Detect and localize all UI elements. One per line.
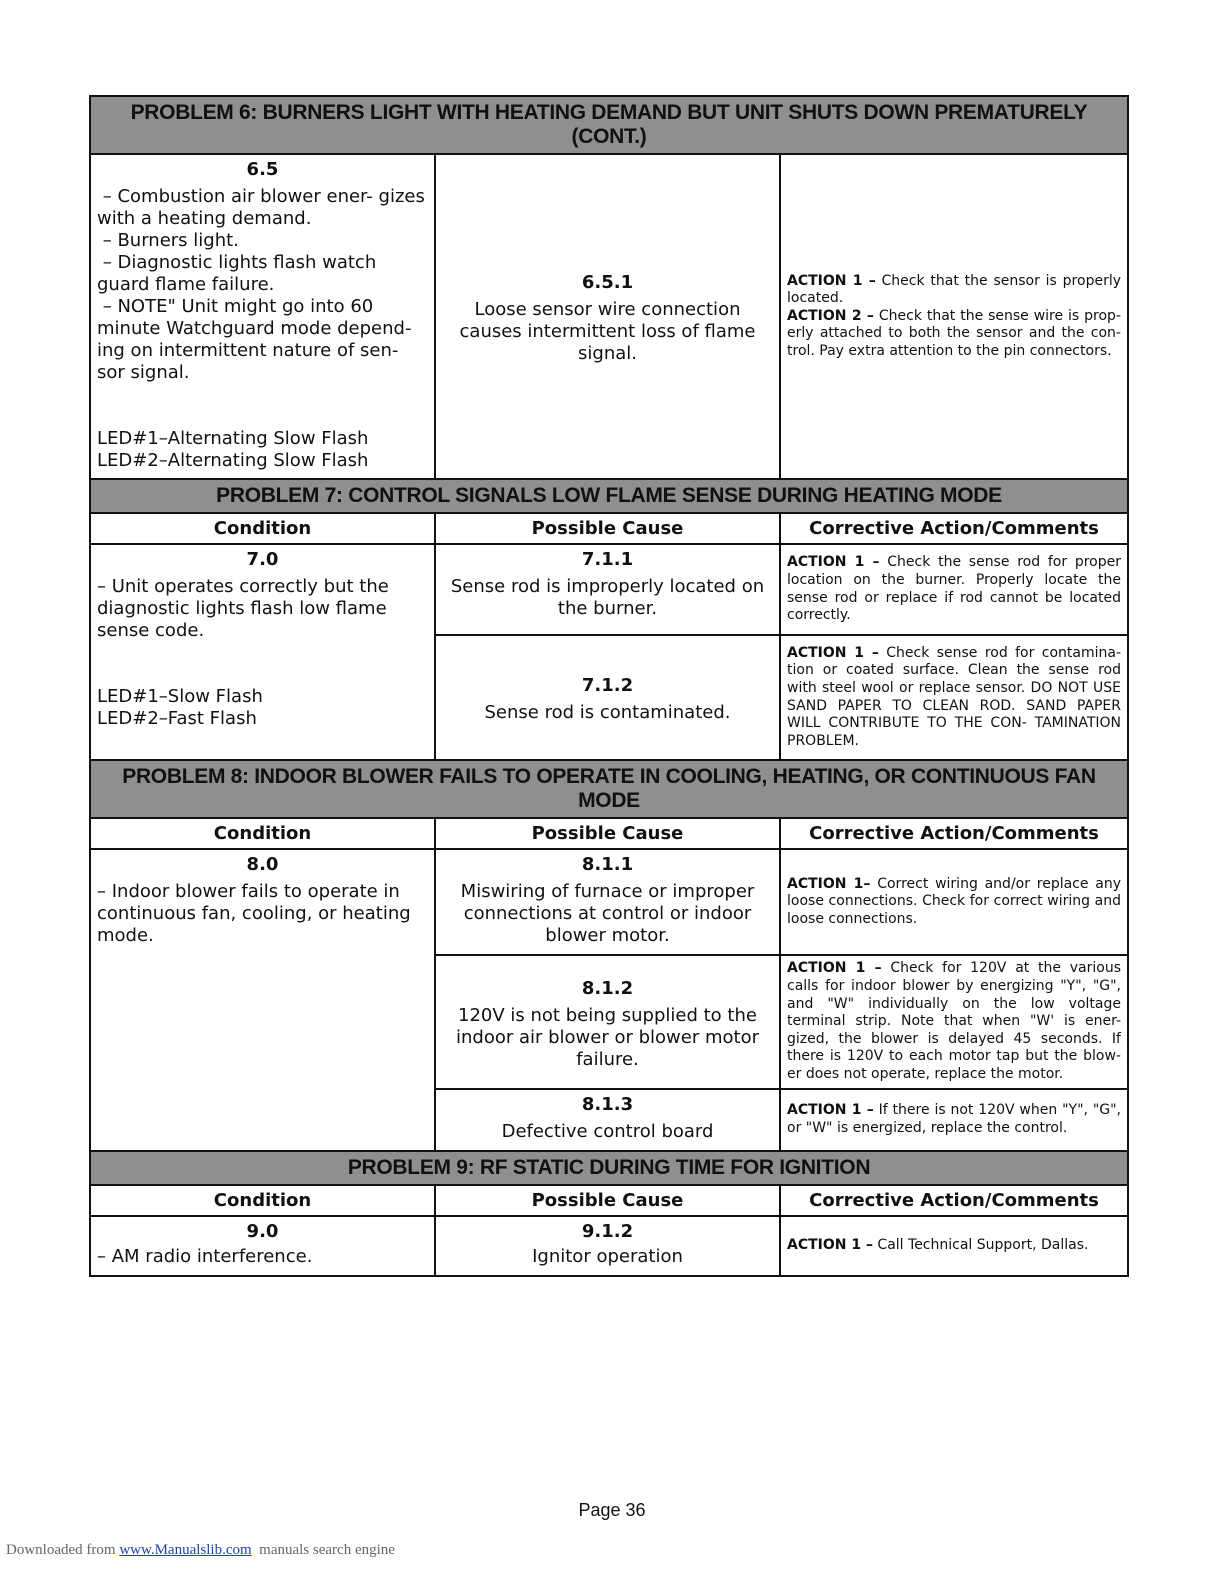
column-header-condition: Condition (90, 513, 435, 544)
condition-number: 6.5 (246, 159, 279, 180)
column-header-action: Corrective Action/Comments (780, 818, 1128, 849)
action-label: ACTION 1 – (787, 1102, 874, 1119)
led1-code: LED#1–Slow Flash (97, 686, 263, 707)
action-label: ACTION 1 – (787, 272, 876, 289)
condition-number: 8.0 (246, 854, 279, 875)
action-cell-8-1-2 (780, 955, 1128, 1089)
condition-line: – Diagnostic lights flash watch guard flame failure. (97, 252, 382, 295)
condition-cell-9-0 (90, 1216, 435, 1276)
action-body: Call Technical Support, Dallas. (872, 1237, 1089, 1254)
column-header-cause: Possible Cause (435, 1185, 780, 1216)
condition-text (91, 180, 434, 384)
action-cell-6-5-1 (780, 154, 1128, 479)
cause-cell-8-1-3 (435, 1089, 780, 1151)
footer-suffix: manuals search engine (251, 1542, 395, 1558)
led2-code: LED#2–Alternating Slow Flash (97, 450, 369, 471)
condition-cell-7-0 (90, 544, 435, 760)
cause-text: Sense rod is contaminated. (484, 702, 731, 723)
column-header-condition: Condition (90, 1185, 435, 1216)
condition-number: 9.0 (246, 1221, 279, 1242)
download-footer (6, 1542, 395, 1559)
action-label: ACTION 1 – (787, 960, 882, 977)
cause-text: Sense rod is improperly located on the burner. (450, 576, 765, 619)
column-header-condition: Condition (90, 818, 435, 849)
action-text (781, 271, 1127, 363)
action-label: ACTION 1 – (787, 554, 880, 571)
action-cell-7-1-2 (780, 635, 1128, 760)
condition-text: – Indoor blower fails to operate in continuous fan, cooling, or heating mode. (97, 881, 411, 946)
action-text (781, 1100, 1127, 1139)
action-cell-8-1-1 (780, 849, 1128, 955)
manualslib-link[interactable]: www.Manualslib.com (119, 1542, 252, 1558)
condition-text: – Unit operates correctly but the diagnostic lights flash low flame sense code. (97, 576, 389, 641)
action-label: ACTION 2 – (787, 307, 874, 324)
cause-cell-7-1-2 (435, 635, 780, 760)
condition-number: 7.0 (246, 549, 279, 570)
condition-cell-6-5 (90, 154, 435, 479)
column-header-action: Corrective Action/Comments (780, 1185, 1128, 1216)
cause-text: Loose sensor wire connection causes intermittent loss of flame signal. (459, 299, 756, 364)
action-text (781, 874, 1127, 931)
column-header-cause: Possible Cause (435, 818, 780, 849)
cause-cell-8-1-1 (435, 849, 780, 955)
condition-line: – NOTE" Unit might go into 60 minute Watchguard mode depend- ing on intermittent nature of sen- sor signal. (97, 296, 418, 383)
cause-number: 6.5.1 (581, 272, 634, 293)
cause-text: 120V is not being supplied to the indoor air blower or blower motor failure. (455, 1004, 759, 1070)
column-header-action: Corrective Action/Comments (780, 513, 1128, 544)
action-body: Check the sense rod for proper location on the burner. Properly locate the sense rod or replace if rod cannot be located correctly. (787, 554, 1121, 624)
cause-number: 8.1.1 (581, 854, 634, 875)
action-text (781, 1235, 1127, 1257)
action-body: Check that the sensor is properly located. (787, 272, 1121, 307)
problem-9-title: PROBLEM 9: RF STATIC DURING TIME FOR IGNITION (90, 1151, 1128, 1185)
cause-text: Ignitor operation (532, 1246, 683, 1267)
cause-text: Defective control board (501, 1121, 714, 1142)
led-codes (91, 428, 434, 476)
action-cell-8-1-3 (780, 1089, 1128, 1151)
action-cell-9-1-2 (780, 1216, 1128, 1276)
cause-number: 8.1.2 (581, 977, 634, 999)
action-label: ACTION 1 – (787, 644, 879, 661)
cause-cell-9-1-2 (435, 1216, 780, 1276)
condition-cell-8-0 (90, 849, 435, 1151)
condition-text: – AM radio interference. (97, 1246, 313, 1267)
action-body: Correct wiring and/or replace any loose connections. Check for correct wiring and loose connections. (787, 875, 1122, 927)
cause-number: 9.1.2 (581, 1221, 634, 1242)
action-text (781, 552, 1127, 626)
condition-line: – Burners light. (97, 230, 239, 251)
cause-number: 8.1.3 (581, 1094, 634, 1115)
cause-cell-8-1-2 (435, 955, 780, 1089)
cause-text: Miswiring of furnace or improper connections at control or indoor blower motor. (460, 881, 755, 946)
action-text (781, 958, 1127, 1085)
problem-6-title: PROBLEM 6: BURNERS LIGHT WITH HEATING DEMAND BUT UNIT SHUTS DOWN PREMATURELY (CONT.) (90, 96, 1128, 154)
action-cell-7-1-1 (780, 544, 1128, 635)
footer-prefix: Downloaded from (6, 1542, 120, 1558)
page-number: Page 36 (578, 1500, 646, 1520)
cause-number: 7.1.1 (581, 549, 634, 570)
led2-code: LED#2–Fast Flash (97, 708, 257, 729)
action-body: Check sense rod for contamina- tion or coated surface. Clean the sense rod with steel wool or replace sensor. DO NOT USE SAND PAPER TO CLEAN ROD. SAND PAPER WILL CONTRIBUTE TO THE CON- TAMINATION PROBLEM. (787, 644, 1121, 749)
led1-code: LED#1–Alternating Slow Flash (97, 428, 369, 449)
problem-8-title: PROBLEM 8: INDOOR BLOWER FAILS TO OPERATE IN COOLING, HEATING, OR CONTINUOUS FAN MODE (90, 760, 1128, 818)
action-label: ACTION 1– (787, 875, 871, 892)
action-body: If there is not 120V when "Y", "G", or "W" is energized, replace the control. (787, 1102, 1121, 1136)
action-body: Check that the sense wire is prop- erly attached to both the sensor and the con- trol. Pay extra attention to the pin connectors. (787, 307, 1121, 359)
action-text (781, 643, 1127, 753)
cause-cell-7-1-1 (435, 544, 780, 635)
troubleshooting-table (89, 95, 1129, 1277)
condition-line: – Combustion air blower ener- gizes with a heating demand. (97, 186, 431, 229)
cause-number: 7.1.2 (581, 675, 634, 696)
action-body: Check for 120V at the various calls for indoor blower by energizing "Y", "G", and "W" individually on the low voltage terminal strip. Note that when "W' is ener- gized, the blower is delayed 45 seconds. If there is 120V to each motor tap but the blow- er does not operate, replace the motor. (787, 960, 1121, 1082)
problem-7-title: PROBLEM 7: CONTROL SIGNALS LOW FLAME SENSE DURING HEATING MODE (90, 479, 1128, 513)
led-codes (91, 686, 434, 734)
cause-cell-6-5-1 (435, 154, 780, 479)
action-label: ACTION 1 – (787, 1237, 873, 1254)
column-header-cause: Possible Cause (435, 513, 780, 544)
